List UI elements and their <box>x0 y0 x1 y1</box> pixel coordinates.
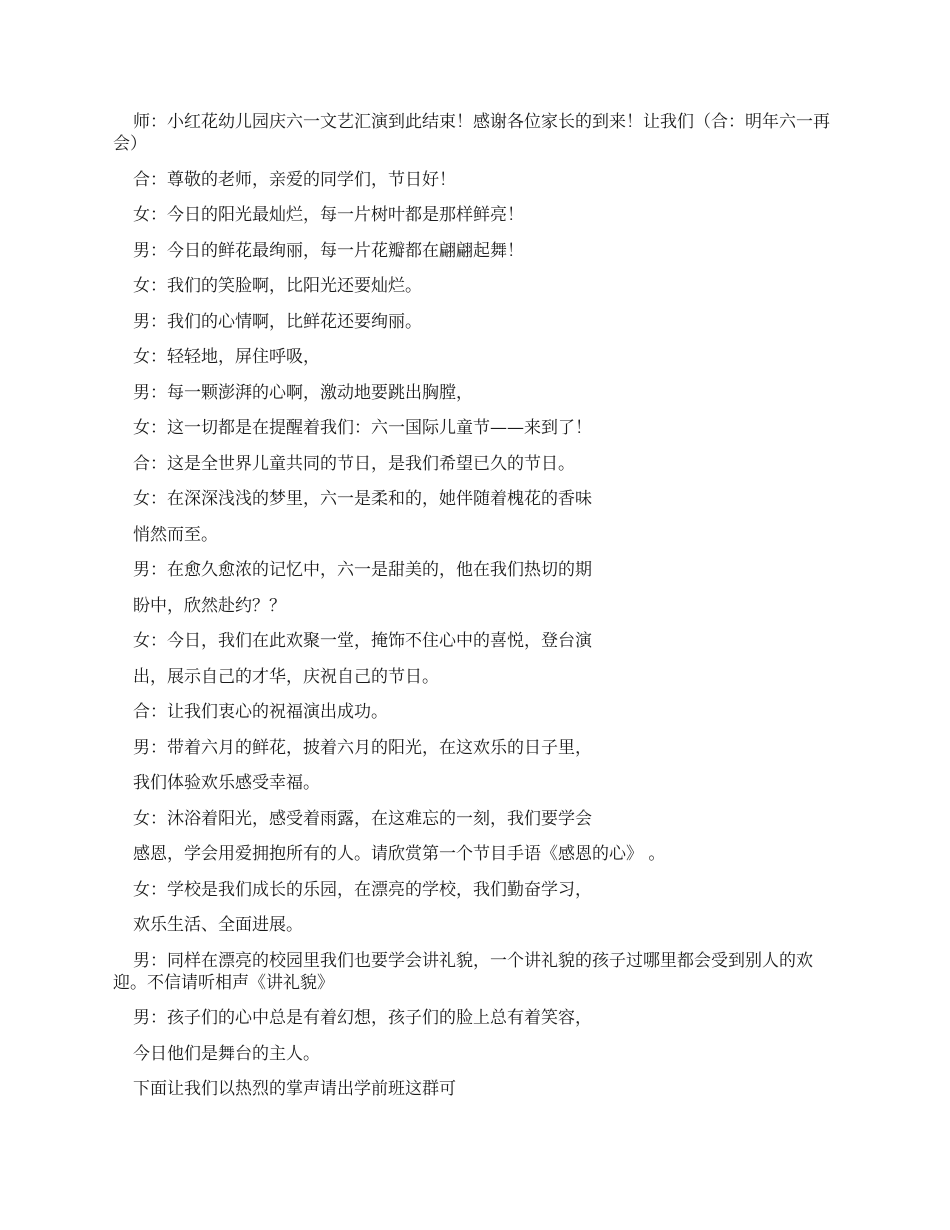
paragraph: 合：让我们衷心的祝福演出成功。 <box>133 702 388 722</box>
paragraph: 下面让我们以热烈的掌声请出学前班这群可 <box>133 1079 456 1099</box>
paragraph: 女：沐浴着阳光，感受着雨露，在这难忘的一刻，我们要学会 <box>133 808 592 829</box>
paragraph: 男：我们的心情啊，比鲜花还要绚丽。 <box>133 311 422 332</box>
paragraph: 男：今日的鲜花最绚丽，每一片花瓣都在翩翩起舞！ <box>133 240 524 261</box>
paragraph: 男：同样在漂亮的校园里我们也要学会讲礼貌，一个讲礼貌的孩子过哪里都会受到别人的欢迎。不信请听相声《讲礼貌》 <box>113 950 813 993</box>
paragraph: 悄然而至。 <box>133 524 218 545</box>
paragraph: 今日他们是舞台的主人。 <box>133 1043 320 1064</box>
paragraph: 女：学校是我们成长的乐园，在漂亮的学校，我们勤奋学习， <box>133 879 592 900</box>
paragraph: 欢乐生活、全面进展。 <box>133 915 303 935</box>
paragraph: 女：在深深浅浅的梦里，六一是柔和的，她伴随着槐花的香味 <box>133 489 592 509</box>
document-page <box>113 111 843 1114</box>
paragraph: 女：今日的阳光最灿烂，每一片树叶都是那样鲜亮！ <box>133 205 524 225</box>
paragraph: 女：今日，我们在此欢聚一堂，掩饰不住心中的喜悦，登台演 <box>133 631 592 651</box>
paragraph: 女：这一切都是在提醒着我们：六一国际儿童节——来到了！ <box>133 418 592 438</box>
paragraph: 男：在愈久愈浓的记忆中，六一是甜美的，他在我们热切的期 <box>133 560 592 580</box>
paragraph: 出，展示自己的才华，庆祝自己的节日。 <box>133 666 439 687</box>
paragraph: 合：这是全世界儿童共同的节日，是我们希望已久的节日。 <box>133 453 575 474</box>
paragraph: 师：小红花幼儿园庆六一文艺汇演到此结束！感谢各位家长的到来！让我们（合：明年六一再会） <box>113 112 830 154</box>
paragraph: 男：带着六月的鲜花，披着六月的阳光，在这欢乐的日子里， <box>133 737 592 758</box>
paragraph: 感恩，学会用爱拥抱所有的人。请欣赏第一个节目手语《感恩的心》 。 <box>133 844 666 864</box>
paragraph: 女：我们的笑脸啊，比阳光还要灿烂。 <box>133 276 422 296</box>
paragraph: 合：尊敬的老师，亲爱的同学们，节日好！ <box>133 169 456 190</box>
paragraph: 盼中，欣然赴约？？ <box>133 595 286 616</box>
paragraph: 男：每一颗澎湃的心啊，激动地要跳出胸膛， <box>133 382 473 403</box>
paragraph: 男：孩子们的心中总是有着幻想，孩子们的脸上总有着笑容， <box>133 1008 592 1028</box>
paragraph: 我们体验欢乐感受幸福。 <box>133 773 320 793</box>
paragraph: 女：轻轻地，屏住呼吸， <box>133 347 320 367</box>
